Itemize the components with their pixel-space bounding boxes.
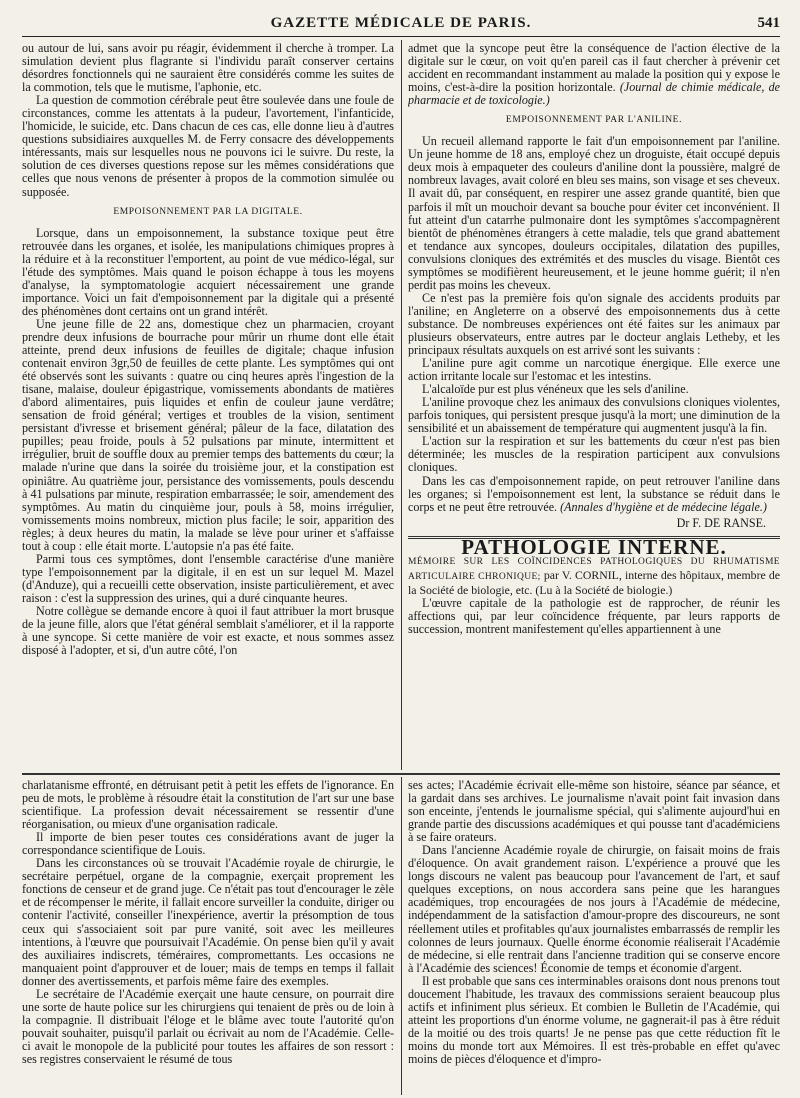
paragraph: Dans les circonstances où se trouvait l'Académie royale de chirurgie, le secrétaire perpétuel, organe de la compagnie, exerçait proprement les fonctions de censeur et de grand juge. Ce n'était pas tout d'encourager le zèle et de récompenser le mérite, il fallait encore surveiller la conduite, diriger ou contenir l'activité, conseiller l'inexpérience, avertir la présomption de tous ceux qui s'associaient soit par pure vanité, soit avec les meilleures intentions, à l'œuvre que poursuivait l'Académie. On pense bien qu'il y avait des auxiliaires indiscrets, téméraires, compromettants. Les occasions ne manquaient point d'approuver et de louer; mais de temps en temps il fallait donner des avertissements, et parfois même faire des exemples. bbox=[22, 856, 394, 988]
page-number: 541 bbox=[757, 15, 780, 31]
paragraph: Il importe de bien peser toutes ces considérations avant de juger la correspondance scientifique de Louis. bbox=[22, 830, 394, 858]
page-header bbox=[22, 14, 780, 37]
paragraph: Il est probable que sans ces interminables oraisons dont nous prenons tout doucement l'habitude, les travaux des commissions seraient beaucoup plus actifs et infiniment plus sérieux. Et combien le Bulletin de l'Académie, qui atteint les proportions d'un énorme volume, ne gagnerait-il pas à être réduit de la moitié ou des trois quarts! Je ne pense pas que cette réduction fît le moins du monde tort aux Mémoires. Il est très-probable en effet qu'avec moins de pièces d'éloquence et d'impro- bbox=[408, 973, 780, 1066]
paragraph: Notre collègue se demande encore à quoi il faut attribuer la mort brusque de la jeune fille, alors que l'état général semblait s'améliorer, et il la rapporte à une syncope. Si cette manière de voir est exacte, et nous sommes assez disposé à l'adopter, et si, d'un autre côté, l'on bbox=[22, 603, 394, 658]
paragraph: Dans l'ancienne Académie royale de chirurgie, on faisait moins de frais d'éloquence. On avait grandement raison. L'expérience a prouvé que les longs discours ne valent pas beaucoup pour l'avancement de l'art, et sauf quelques exceptions, on nous accordera sans peine que les harangues académiques, trop encouragées de nos jours à l'Académie de médecine, indépendamment de la satisfaction d'amour-propre des discoureurs, ne sont réellement utiles et profitables qu'aux journalistes embarrassés de remplir les colonnes de leurs journaux. Quelle énorme économie réaliserait l'Académie de médecine, si elle rentrait dans l'ancienne tradition qui se conserve encore à l'Académie des sciences! Économie de temps et économie d'argent. bbox=[408, 843, 780, 975]
paragraph: Parmi tous ces symptômes, dont l'ensemble caractérise d'une manière type l'empoisonnement par la digitale, il en est un sur lequel M. Mazel (d'Anduze), qui a recueilli cette observation, insiste particulièrement, et avec raison : c'est la suppression des urines, qui a duré cinquante heures. bbox=[22, 551, 394, 605]
top-left-column bbox=[22, 42, 394, 768]
paragraph: Ce n'est pas la première fois qu'on signale des accidents produits par l'aniline; en Angleterre on a observé des empoisonnements dus à cette substance. De nombreuses expériences ont été faites sur les animaux par plusieurs observateurs, entre autres par le docteur anglais Letheby, et les principaux résultats auxquels on est arrivé sont les suivants : bbox=[408, 290, 780, 358]
paragraph: L'aniline provoque chez les animaux des convulsions cloniques violentes, parfois toniques, qui persistent presque jusqu'à la mort; une diminution de la sensibilité et un abaissement de température qui augmentent jusqu'à la fin. bbox=[408, 395, 780, 436]
bottom-left-column bbox=[22, 779, 394, 1093]
paragraph: Le secrétaire de l'Académie exerçait une haute censure, on pourrait dire une sorte de haute police sur les chirurgiens qui tenaient de près ou de loin à la compagnie. Il distribuait l'éloge et le blâme avec toute l'autorité qu'on pouvait souhaiter, puisqu'il parlait ou écrivait au nom de l'Académie. Celle-ci avait le monopole de la publicité pour toutes les affaires de son ressort : ses registres conservaient le résumé de tous bbox=[22, 986, 394, 1066]
paragraph: Lorsque, dans un empoisonnement, la substance toxique peut être retrouvée dans les organes, et isolée, les manipulations chimiques propres à la réduire et à la reconstituer l'emportent, au point de vue médico-légal, sur l'étude des symptômes. Mais quand le poison échappe à tous les moyens d'analyse, la symptomatologie acquiert nécessairement une grande importance. Voici un fait d'empoisonnement par la digitale qui a présenté des phénomènes dont certains ont un grand intérêt. bbox=[22, 225, 394, 318]
top-right-column bbox=[408, 42, 780, 768]
bottom-right-column bbox=[408, 779, 780, 1093]
memoire-title: MÉMOIRE SUR LES COÏNCIDENCES PATHOLOGIQUES DU RHUMATISME ARTICULAIRE CHRONIQUE; bbox=[408, 556, 780, 582]
paragraph bbox=[408, 42, 780, 107]
column-divider bbox=[401, 40, 402, 770]
paragraph: charlatanisme effronté, en détruisant petit à petit les effets de l'ignorance. En peu de mots, le problème à résoudre était la constitution de l'art sur une base scientifique. La profession devait nécessairement se ressentir d'une réorganisation, ou mieux d'une organisation radicale. bbox=[22, 779, 394, 832]
paragraph: La question de commotion cérébrale peut être soulevée dans une foule de circonstances, comme les attentats à la pudeur, l'avortement, l'infanticide, l'homicide, le suicide, etc. Dans chacun de ces cas, elle donne lieu à d'autres questions subsidiaires auxquelles M. de Ferry consacre des développements intéressants, mais sur lesquelles nous ne pouvons ici le suivre. Du reste, la solution de ces diverses questions repose sur les mêmes considérations que celles que nous venons de présenter à propos de la commotion simulée ou supposée. bbox=[22, 93, 394, 199]
paragraph: ses actes; l'Académie écrivait elle-même son histoire, séance par séance, et la gardait dans ses archives. Le journalisme n'avait point fait invasion dans son enceinte, j'entends le journalisme spécial, qui s'alimente aujourd'hui en grande partie des discussions académiques et qui pousse tant d'académiciens à se faire orateurs. bbox=[408, 779, 780, 845]
paragraph: L'œuvre capitale de la pathologie est de rapprocher, de réunir les affections qui, par leur coïncidence fréquente, par leurs rapports de succession, montrent manifestement qu'elles appartiennent à une bbox=[408, 595, 780, 636]
paragraph: Une jeune fille de 22 ans, domestique chez un pharmacien, croyant prendre deux infusions de bourrache pour mûrir un rhume dont elle était atteinte, prend deux infusions de feuilles de digitale; chaque infusion contenait environ 3gr,50 de feuilles de cette plante. Les symptômes qui ont été observés sont les suivants : quatre ou cinq heures après l'ingestion de la tisane, malaise, douleur épigastrique, vomissements abondants de matières d'abord alimentaires, puis liquides et enfin de couleur jaune verdâtre; sensation de froid général; vertiges et troubles de la vision, sentiment persistant d'ivresse et brisement général; pâleur de la face, dilatation des pupilles; peau froide, pouls à 52 pulsations par minute, intermittent et irrégulier, bruit de souffle doux au premier temps des battements du cœur; la malade n'urine que dans la soirée du troisième jour, et la constipation est opiniâtre. Au quatrième jour, persistance des vomissements, pouls descendu à 41 pulsations par minute, respiration embarrassée; le soir, amendement des symptômes. Au matin du cinquième jour, pouls à 58, moins irrégulier, vomissements moins nombreux, miction plus facile; le soir, apparition des règles; à deux heures du matin, la malade se lève pour uriner et s'affaisse tout à coup : elle était morte. L'autopsie n'a pas été faite. bbox=[22, 316, 394, 553]
feuilleton-divider bbox=[22, 773, 780, 775]
paragraph-text: Dans les cas d'empoisonnement rapide, on peut retrouver l'aniline dans les organes; si l'empoisonnement est lent, la substance se réduit dans le corps et ne peut être retrouvée. bbox=[408, 473, 780, 514]
section-heading-digitale: EMPOISONNEMENT PAR LA DIGITALE. bbox=[113, 206, 303, 217]
journal-title: GAZETTE MÉDICALE DE PARIS. bbox=[270, 15, 532, 31]
paragraph: L'aniline pure agit comme un narcotique énergique. Elle exerce une action irritante locale sur l'estomac et les intestins. bbox=[408, 356, 780, 384]
memoire-author: par V. CORNIL, interne des hôpitaux, membre de la Société de biologie, etc. (Lu à la Société de biologie.) bbox=[408, 567, 780, 597]
paragraph: L'action sur la respiration et sur les battements du cœur n'est pas bien déterminée; les muscles de la respiration participent aux convulsions cloniques. bbox=[408, 434, 780, 475]
source-citation: (Journal de chimie médicale, de pharmacie et de toxicologie.) bbox=[408, 80, 780, 108]
paragraph bbox=[408, 475, 780, 514]
memoire-heading bbox=[408, 554, 780, 597]
paragraph: L'alcaloïde pur est plus vénéneux que les sels d'aniline. bbox=[422, 382, 689, 397]
paragraph: Un recueil allemand rapporte le fait d'un empoisonnement par l'aniline. Un jeune homme de 18 ans, employé chez un droguiste, était occupé depuis deux mois à empaqueter des couleurs d'aniline dont la poussière, malgré de nombreux lavages, avait coloré en bleu ses mains, son visage et ses cheveux. Il avait dû, par conséquent, en respirer une assez grande quantité, bien que parfois il mît un mouchoir devant sa bouche pour éviter cet inconvénient. Il fut atteint d'un catarrhe pulmonaire dont les symptômes s'accompagnèrent bientôt de phénomènes étrangers à cette maladie, tels que grand abattement et tendance aux syncopes, douleurs occipitales, dilatation des pupilles, convulsions cloniques des extrémités et des muscles du visage. Bientôt ces symptômes se modifièrent heureusement, et le jeune homme guérit; il n'en perdit pas moins les cheveux. bbox=[408, 134, 780, 292]
paragraph-text: admet que la syncope peut être la conséquence de l'action élective de la digitale sur le cœur, on voit qu'en pareil cas il faut chercher à prévenir cet accident en recommandant instamment au malade la position qui y expose le moins, c'est-à-dire la position horizontale. bbox=[408, 42, 780, 95]
section-title-pathologie: PATHOLOGIE INTERNE. bbox=[461, 534, 727, 559]
column-divider bbox=[401, 777, 402, 1095]
source-citation: (Annales d'hygiène et de médecine légale.) bbox=[560, 499, 767, 514]
section-heading-aniline: EMPOISONNEMENT PAR L'ANILINE. bbox=[505, 115, 683, 126]
paragraph: ou autour de lui, sans avoir pu réagir, évidemment il cherche à tromper. La simulation devient plus flagrante si l'individu paraît conserver certains désordres fonctionnels qui ne sauraient être considérés comme les suites de la commotion, tels que le mutisme, l'aphonie, etc. bbox=[22, 42, 394, 95]
author-signature: Dr F. DE RANSE. bbox=[676, 515, 766, 530]
